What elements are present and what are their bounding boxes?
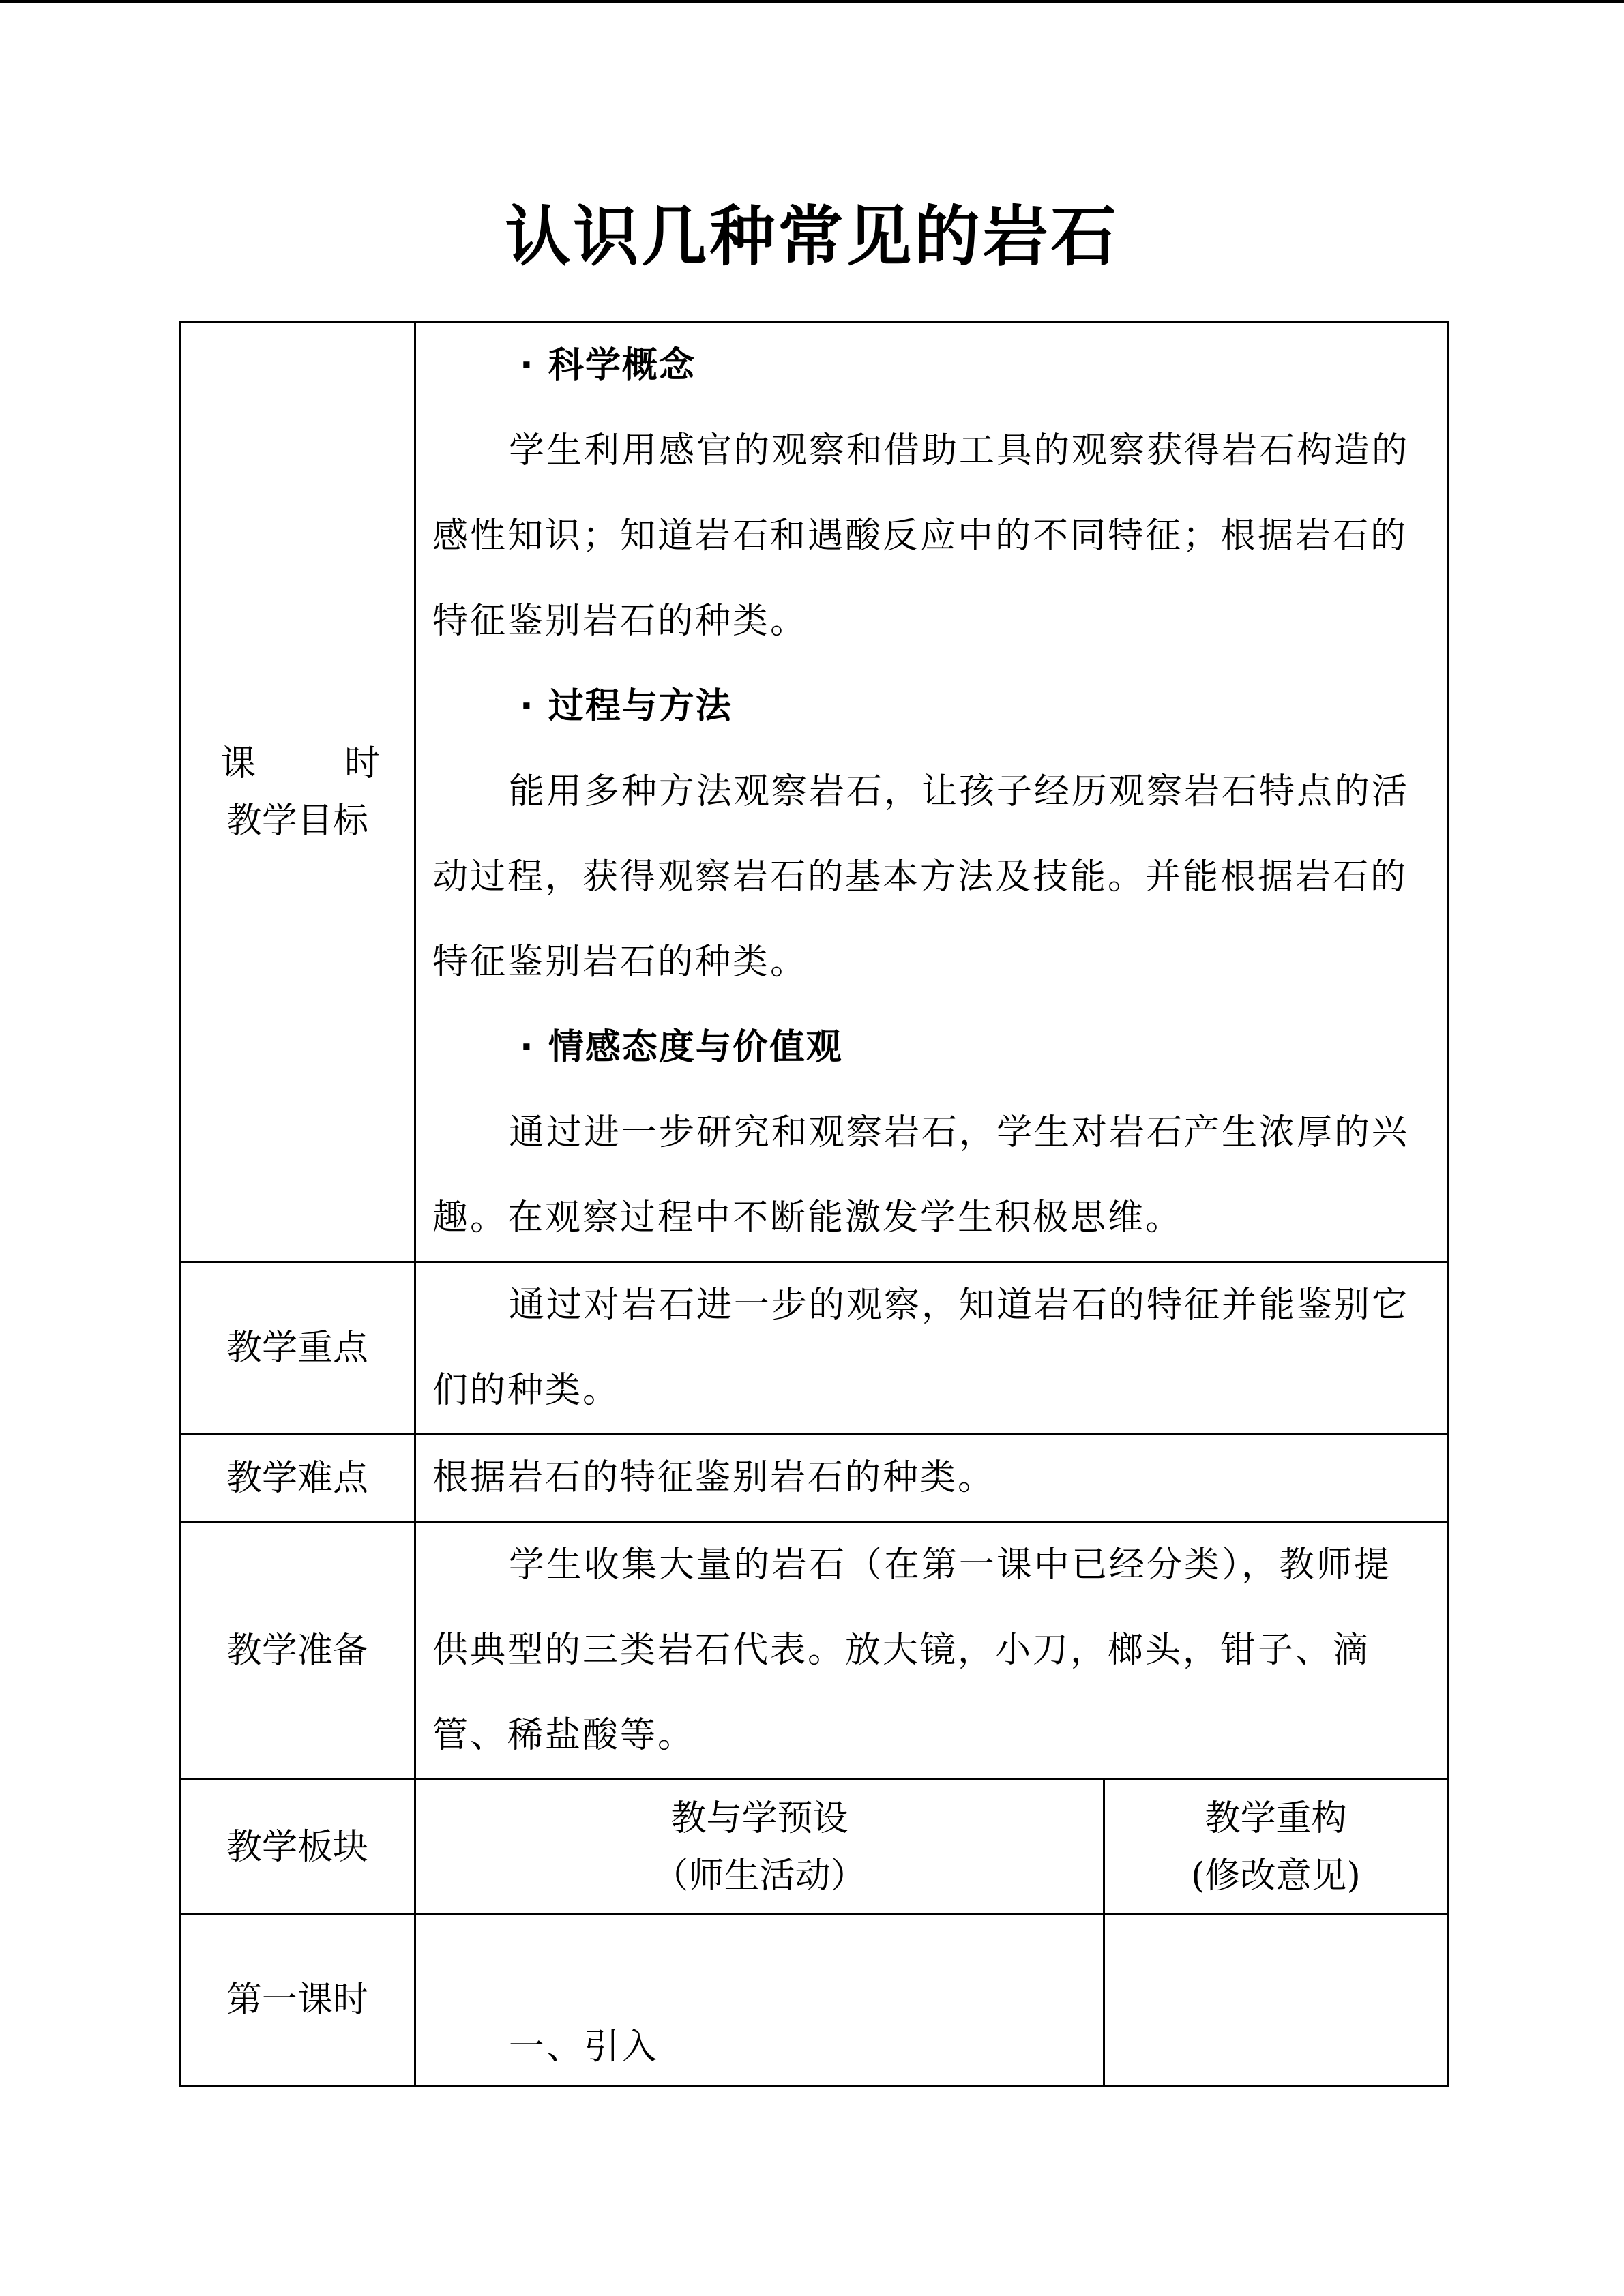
first-lesson-revision-cell	[1104, 1915, 1448, 2086]
key-points-label: 教学重点	[180, 1262, 415, 1435]
lesson-plan-table	[179, 321, 1449, 2087]
objectives-label-cell	[180, 323, 415, 1262]
difficulties-label: 教学难点	[180, 1435, 415, 1522]
activities-header-line2: （师生活动）	[653, 1855, 866, 1896]
preparation-row	[180, 1522, 1448, 1780]
preparation-cell	[415, 1522, 1448, 1780]
revision-header-line2: (修改意见)	[1191, 1855, 1361, 1896]
activities-header-line1: 教与学预设	[670, 1798, 848, 1839]
page-top-rule	[0, 0, 1624, 3]
page-title: 认识几种常见的岩石	[505, 198, 1119, 275]
key-points-row	[180, 1262, 1448, 1435]
preparation-text: 学生收集大量的岩石（在第一课中已经分类），教师提供典型的三类岩石代表。放大镜，小刀，榔头，钳子、滴管、稀盐酸等。	[432, 1545, 1392, 1756]
objective-heading-process: · 过程与方法	[520, 686, 733, 727]
objective-text-attitude: 通过进一步研究和观察岩石，学生对岩石产生浓厚的兴趣。在观察过程中不断能激发学生积极思维。	[432, 1112, 1410, 1238]
objective-text-science: 学生利用感官的观察和借助工具的观察获得岩石构造的感性知识；知道岩石和遇酸反应中的不同特征；根据岩石的特征鉴别岩石的种类。	[432, 430, 1410, 642]
objective-text-process: 能用多种方法观察岩石，让孩子经历观察岩石特点的活动过程，获得观察岩石的基本方法及技能。并能根据岩石的特征鉴别岩石的种类。	[432, 771, 1410, 983]
key-points-text: 通过对岩石进一步的观察，知道岩石的特征并能鉴别它们的种类。	[432, 1285, 1410, 1411]
objectives-row	[180, 323, 1448, 1262]
difficulties-text: 根据岩石的特征鉴别岩石的种类。	[432, 1457, 996, 1498]
revision-header	[1104, 1780, 1448, 1915]
objective-heading-attitude: · 情感态度与价值观	[520, 1027, 843, 1068]
objective-heading-science: · 科学概念	[520, 345, 696, 386]
preparation-label: 教学准备	[180, 1522, 415, 1780]
first-lesson-label: 第一课时	[180, 1915, 415, 2086]
first-lesson-activities-cell	[415, 1915, 1104, 2086]
objectives-content-cell	[415, 323, 1448, 1262]
module-label: 教学板块	[180, 1780, 415, 1915]
intro-section-title: 一、引入	[509, 2027, 660, 2068]
difficulties-cell	[415, 1435, 1448, 1522]
header-row	[180, 1780, 1448, 1915]
first-lesson-row	[180, 1915, 1448, 2086]
objectives-label-line1: 课 时	[220, 743, 380, 784]
key-points-cell	[415, 1262, 1448, 1435]
revision-header-line1: 教学重构	[1205, 1798, 1347, 1839]
difficulties-row	[180, 1435, 1448, 1522]
objectives-label-line2: 教学目标	[226, 800, 368, 841]
activities-header	[415, 1780, 1104, 1915]
